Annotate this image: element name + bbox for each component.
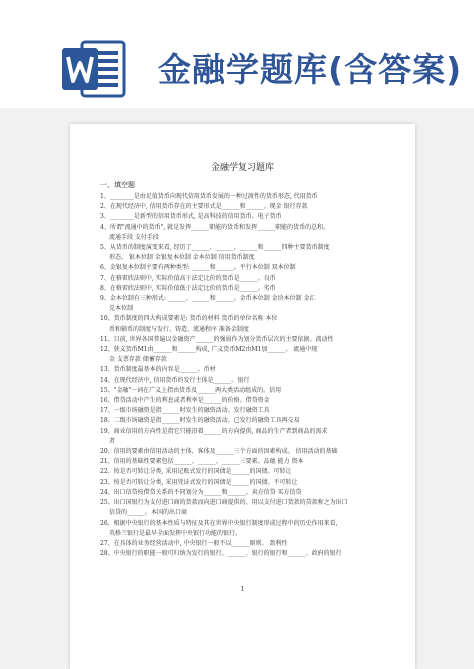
question-line: 17、一级市场融资是指______时发生的融资活动。发行融资工具 (100, 407, 270, 415)
section-heading: 一、填空题 (100, 181, 135, 189)
question-line: 24、出口信贷按借贷关系的不同划分为______和______。卖方信贷 买方信贷 (100, 488, 302, 496)
question-line: 25、出口国银行为支付进口商的货款而向进口商提供的、用以支付进口货款的贷款称之为出口 (100, 499, 348, 507)
question-line: 21、信用的基础性要素包括______、______、______三要素。品德 能力 资本 (100, 458, 304, 466)
question-line: 3、________是新型的信用货币形式, 是高科技的信用货币。电子货币 (100, 213, 282, 221)
question-line: 兑本位制 (109, 305, 134, 313)
banner-title: 金融学题库(含答案) (158, 50, 463, 89)
question-line: 15、"金融"一词在广义上指由货币及______两大类活动组成的。信用 (100, 386, 282, 394)
document-title: 金融学复习题库 (210, 163, 274, 173)
question-line: 流通手段 支付手段 (109, 233, 159, 241)
question-line: 26、根据中央银行的基本性质与特征及其在世界中央银行制度形成过程中的历史作用来看, (100, 519, 338, 527)
question-line: 18、二级市场融资是指______时发生的融资活动。已发行的融资工具再交易 (100, 417, 300, 425)
question-line: 币和辅币的制度与发行、铸造、流通程序 准备金制度 (109, 325, 249, 333)
question-line: 8、在格雷欣法则中, 实际价值低于法定比价的货币是______。劣币 (100, 284, 276, 292)
question-line: 1、________是由足值货币向现代信用货币发展的一种过渡性的货币形态, 代用货币 (100, 193, 318, 200)
question-line: 形态。 银本位制 金银复本位制 金本位制 信用货币制度 (109, 254, 255, 262)
question-line: 22、按是否可转让分类, 采用记账式发行的国债是______的国债。可转让 (100, 468, 292, 476)
question-line: 5、从货币的制度演变来看, 经历了______、______、______和______四种主要货币制度 (100, 244, 330, 252)
document-page (70, 124, 415, 669)
question-line: 4、所谓"流通中的货币", 就是发挥______职能的货币和发挥______职能的货币的总和。 (100, 223, 330, 231)
question-line: 28、中央银行的职能一般可归纳为发行的银行、______、银行的银行和______、政府的银行 (100, 550, 342, 558)
question-list (100, 192, 396, 559)
question-line: 6、金银复本位制主要有两种类型: ______和______。平行本位制 双本位制 (100, 264, 296, 272)
question-line: 16、借贷活动中产生的利息或者利率是______的价格。借贷资金 (100, 397, 270, 405)
question-line: 23、按是否可转让分类, 采用凭证式发行的国债是______的国债。不可转让 (100, 478, 298, 486)
question-line: 13、货币制度最基本的内容是______。币材 (100, 366, 216, 374)
word-doc-icon (62, 38, 128, 100)
question-line: 12、狭义货币M1由______和______构成, 广义货币M2由M1加______。 流通中现 (100, 346, 318, 354)
question-line: 27、在具体的业务经营活动中, 中央银行一般不以______原则。 盈利性 (100, 539, 288, 547)
question-line: 14、在现代经济中, 信用货币的发行主体是______。银行 (100, 376, 250, 384)
page-number: 1 (240, 586, 245, 593)
question-line: 9、金本位制有三种形式: ______、______和______。金币本位制 金块本位制 金汇 (100, 295, 316, 303)
question-line: 者 (109, 437, 116, 445)
question-line: 20、信用的要素由信用活动的主体、客体及______三个方面的因素构成。 信用活动的基础 (100, 448, 338, 456)
banner (0, 0, 474, 108)
question-line: 7、在格雷欣法则中, 实际价值高于法定比价的货币是______。良币 (100, 274, 276, 282)
question-line: 11、目前, 世界各国普遍以金融资产______的强弱作为划分货币层次的主要依据。流动性 (100, 335, 334, 343)
question-line: 金 支票存款 储蓄存款 (109, 356, 167, 364)
question-line: 10、货币制度的四大构成要素是: 货币的材料 货币的单位名称 本位 (100, 315, 278, 323)
question-line: 信贷的______。本国的出口商 (109, 509, 188, 517)
question-line: 英格兰银行是最早全面发挥中央银行功能的银行。 (109, 529, 242, 537)
question-line: 2、在现代经济中, 信用货币存在的主要形式是______和______。现金 银行存款 (100, 203, 308, 211)
question-line: 19、商业信用的方向性是指它只能沿着______的方向提供, 商品的生产者到商品的需求 (100, 427, 328, 435)
